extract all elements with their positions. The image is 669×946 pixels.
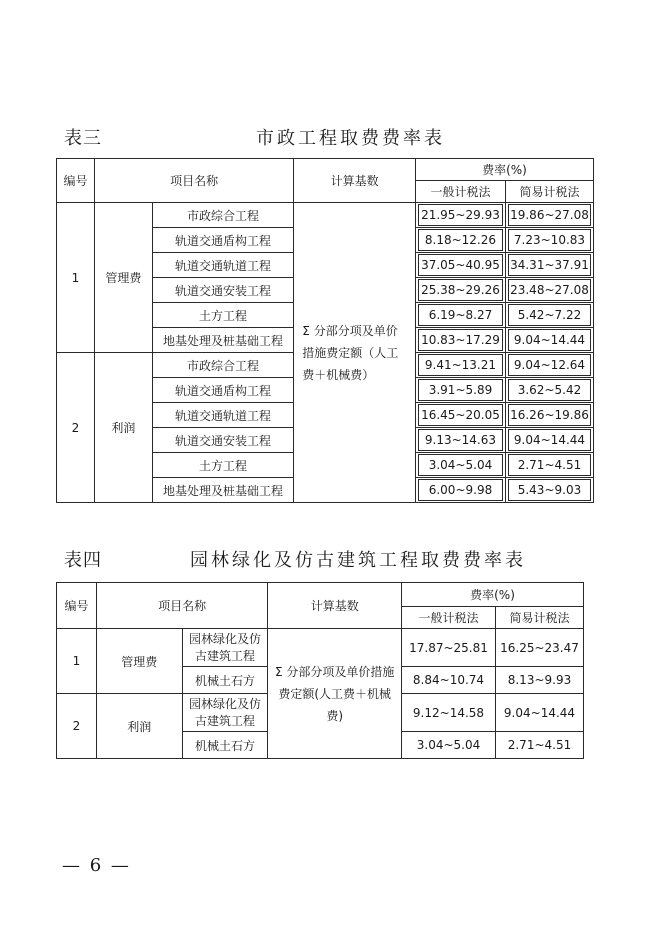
- group-name: 利润: [94, 353, 152, 503]
- item-name: 轨道交通盾构工程: [152, 228, 294, 253]
- item-name: 轨道交通轨道工程: [152, 253, 294, 278]
- rate-general: 21.95~29.93: [418, 204, 503, 226]
- table-row: [57, 203, 594, 228]
- item-name-line1: 园林绿化及仿: [189, 696, 262, 711]
- table3-title: 市政工程取费费率表: [256, 128, 445, 149]
- page-number: — 6 —: [62, 855, 131, 876]
- rate-simple: 34.31~37.91: [508, 254, 591, 276]
- item-name-line1: 园林绿化及仿: [189, 631, 262, 646]
- item-name: 机械土石方: [182, 732, 268, 759]
- rate-general: 3.04~5.04: [418, 454, 503, 476]
- rate-general: 10.83~17.29: [418, 329, 503, 351]
- header-basis: 计算基数: [268, 583, 402, 629]
- rate-simple: 23.48~27.08: [508, 279, 591, 301]
- rate-general: 16.45~20.05: [418, 404, 503, 426]
- group-no: 2: [57, 353, 95, 503]
- rate-simple: 9.04~14.44: [508, 429, 591, 451]
- header-general: 一般计税法: [402, 607, 496, 629]
- header-general: 一般计税法: [415, 181, 505, 203]
- rate-simple: 16.26~19.86: [508, 404, 591, 426]
- rate-simple: 16.25~23.47: [495, 629, 583, 667]
- rate-simple: 5.42~7.22: [508, 304, 591, 326]
- rate-simple: 19.86~27.08: [508, 204, 591, 226]
- header-no: 编号: [57, 583, 97, 629]
- rate-simple: 9.04~14.44: [508, 329, 591, 351]
- item-name-line2: 古建筑工程: [195, 713, 256, 728]
- item-name: 市政综合工程: [152, 203, 294, 228]
- calc-basis: Σ 分部分项及单价措施费定额（人工费＋机械费）: [294, 203, 416, 503]
- item-name: 轨道交通安装工程: [152, 278, 294, 303]
- group-name: 利润: [96, 694, 182, 759]
- table4-label: 表四: [64, 550, 102, 571]
- item-name-line2: 古建筑工程: [195, 648, 256, 663]
- item-name: 土方工程: [152, 453, 294, 478]
- table3-label: 表三: [64, 128, 102, 149]
- rate-simple: 3.62~5.42: [508, 379, 591, 401]
- group-no: 1: [57, 203, 95, 353]
- rate-simple: 9.04~12.64: [508, 354, 591, 376]
- item-name: [182, 629, 268, 667]
- item-name: 机械土石方: [182, 667, 268, 694]
- rate-general: 9.12~14.58: [402, 694, 496, 732]
- item-name: 地基处理及桩基础工程: [152, 328, 294, 353]
- rate-general: 17.87~25.81: [402, 629, 496, 667]
- rate-simple: 8.13~9.93: [495, 667, 583, 694]
- rate-general: 6.19~8.27: [418, 304, 503, 326]
- table-row: [57, 629, 584, 667]
- group-name: 管理费: [96, 629, 182, 694]
- table3: [56, 158, 594, 503]
- item-name: 地基处理及桩基础工程: [152, 478, 294, 503]
- header-basis: 计算基数: [294, 159, 416, 203]
- rate-general: 9.13~14.63: [418, 429, 503, 451]
- rate-general: 8.84~10.74: [402, 667, 496, 694]
- rate-general: 3.91~5.89: [418, 379, 503, 401]
- rate-general: 3.04~5.04: [402, 732, 496, 759]
- table4: [56, 582, 584, 759]
- rate-general: 8.18~12.26: [418, 229, 503, 251]
- rate-simple: 2.71~4.51: [508, 454, 591, 476]
- header-simple: 简易计税法: [505, 181, 593, 203]
- calc-basis: Σ 分部分项及单价措施费定额(人工费＋机械费): [268, 629, 402, 759]
- item-name: 轨道交通盾构工程: [152, 378, 294, 403]
- header-simple: 简易计税法: [495, 607, 583, 629]
- rate-simple: 7.23~10.83: [508, 229, 591, 251]
- header-no: 编号: [57, 159, 95, 203]
- rate-general: 25.38~29.26: [418, 279, 503, 301]
- group-no: 1: [57, 629, 97, 694]
- header-item: 项目名称: [96, 583, 268, 629]
- item-name: [182, 694, 268, 732]
- item-name: 市政综合工程: [152, 353, 294, 378]
- group-name: 管理费: [94, 203, 152, 353]
- table4-title: 园林绿化及仿古建筑工程取费费率表: [190, 550, 526, 571]
- header-rate: 费率(%): [415, 159, 593, 181]
- rate-general: 37.05~40.95: [418, 254, 503, 276]
- group-no: 2: [57, 694, 97, 759]
- header-item: 项目名称: [94, 159, 293, 203]
- rate-general: 9.41~13.21: [418, 354, 503, 376]
- item-name: 土方工程: [152, 303, 294, 328]
- header-rate: 费率(%): [402, 583, 584, 607]
- rate-general: 6.00~9.98: [418, 479, 503, 501]
- item-name: 轨道交通安装工程: [152, 428, 294, 453]
- item-name: 轨道交通轨道工程: [152, 403, 294, 428]
- rate-simple: 5.43~9.03: [508, 479, 591, 501]
- rate-simple: 2.71~4.51: [495, 732, 583, 759]
- rate-simple: 9.04~14.44: [495, 694, 583, 732]
